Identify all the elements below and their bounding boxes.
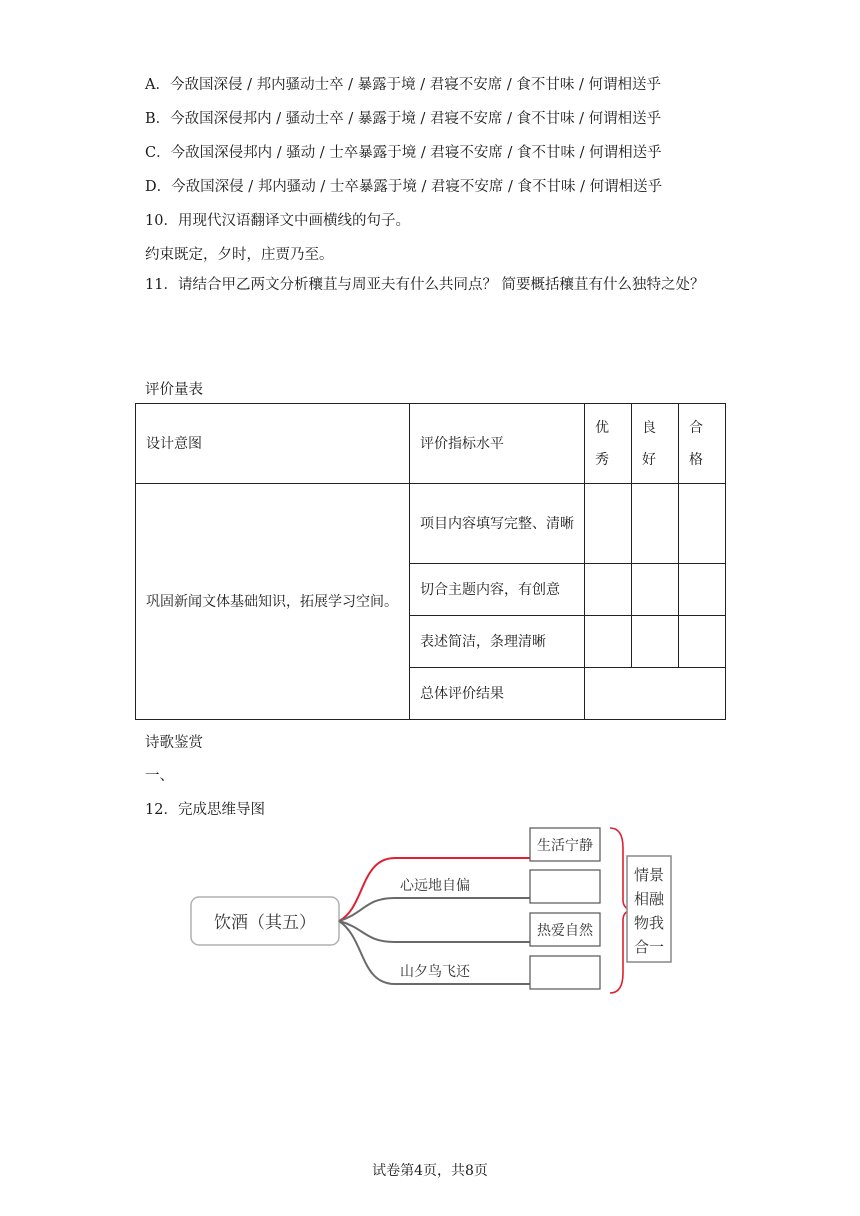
rubric-caption: 评价量表 bbox=[145, 382, 203, 398]
header-level-excellent: 优秀 bbox=[585, 404, 632, 484]
score-cell[interactable] bbox=[679, 616, 726, 668]
header-intent: 设计意图 bbox=[136, 404, 410, 484]
criteria-cell: 项目内容填写完整、清晰 bbox=[410, 484, 585, 564]
score-cell[interactable] bbox=[632, 484, 679, 564]
mind-map-branch-2 bbox=[339, 898, 530, 921]
question-11-prompt: 11．请结合甲乙两文分析穰苴与周亚夫有什么共同点？ 简要概括穰苴有什么独特之处？ bbox=[145, 277, 705, 293]
header-criteria: 评价指标水平 bbox=[410, 404, 585, 484]
option-a: A．今敌国深侵 / 邦内骚动士卒 / 暴露于境 / 君寝不安席 / 食不甘味 / 何谓相送乎 bbox=[145, 77, 661, 93]
overall-label-cell: 总体评价结果 bbox=[410, 668, 585, 720]
summary-line: 相融 bbox=[633, 890, 665, 908]
rubric-table bbox=[135, 403, 726, 720]
score-cell[interactable] bbox=[632, 564, 679, 616]
mind-map-branch-3 bbox=[339, 921, 530, 942]
question-10-sentence: 约束既定，夕时，庄贾乃至。 bbox=[145, 247, 334, 263]
score-cell[interactable] bbox=[585, 484, 632, 564]
question-12-prompt: 12．完成思维导图 bbox=[145, 802, 265, 818]
summary-line: 合一 bbox=[633, 938, 665, 956]
answer-box-text: 生活宁静 bbox=[537, 838, 593, 854]
overall-result-cell[interactable] bbox=[585, 668, 726, 720]
summary-line: 情景 bbox=[633, 866, 665, 884]
mind-map-root-label: 饮酒（其五） bbox=[214, 913, 316, 933]
section-title: 诗歌鉴赏 bbox=[145, 735, 203, 751]
mind-map bbox=[185, 818, 705, 1003]
rubric-row bbox=[136, 484, 726, 564]
option-b: B．今敌国深侵邦内 / 骚动士卒 / 暴露于境 / 君寝不安席 / 食不甘味 / 何谓相送乎 bbox=[145, 111, 662, 127]
option-d: D．今敌国深侵 / 邦内骚动 / 士卒暴露于境 / 君寝不安席 / 食不甘味 / 何谓相送乎 bbox=[145, 179, 663, 195]
criteria-cell: 表述简洁，条理清晰 bbox=[410, 616, 585, 668]
score-cell[interactable] bbox=[632, 616, 679, 668]
score-cell[interactable] bbox=[679, 564, 726, 616]
header-level-good: 良好 bbox=[632, 404, 679, 484]
score-cell[interactable] bbox=[585, 564, 632, 616]
page-footer: 试卷第4页，共8页 bbox=[372, 1163, 488, 1179]
rubric-header-row bbox=[136, 404, 726, 484]
answer-box-text: 热爱自然 bbox=[537, 923, 593, 939]
branch-label: 山夕鸟飞还 bbox=[400, 964, 470, 980]
score-cell[interactable] bbox=[679, 484, 726, 564]
header-level-pass: 合格 bbox=[679, 404, 726, 484]
summary-line: 物我 bbox=[633, 914, 665, 932]
criteria-cell: 切合主题内容，有创意 bbox=[410, 564, 585, 616]
score-cell[interactable] bbox=[585, 616, 632, 668]
branch-label: 心远地自偏 bbox=[400, 878, 470, 894]
design-intent-cell: 巩固新闻文体基础知识，拓展学习空间。 bbox=[136, 484, 410, 720]
option-c: C．今敌国深侵邦内 / 骚动 / 士卒暴露于境 / 君寝不安席 / 食不甘味 / 何谓相送乎 bbox=[145, 145, 662, 161]
question-10-prompt: 10．用现代汉语翻译文中画横线的句子。 bbox=[145, 213, 410, 229]
answer-box-blank[interactable] bbox=[530, 870, 600, 903]
section-number: 一、 bbox=[145, 768, 174, 784]
answer-box-blank[interactable] bbox=[530, 956, 600, 989]
